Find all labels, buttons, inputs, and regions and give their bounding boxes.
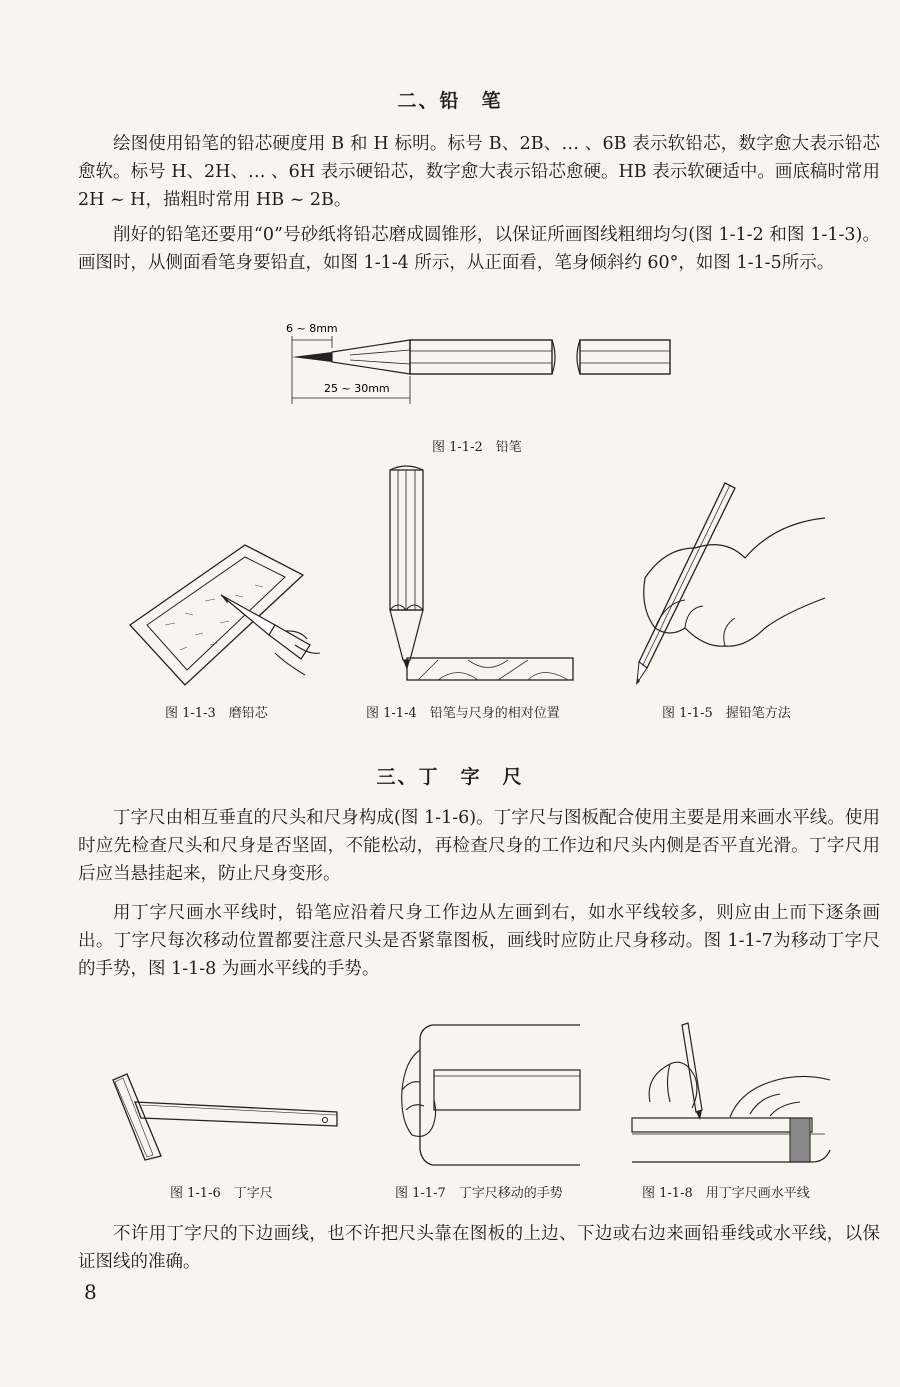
figure-caption-1-1-2: 图 1-1-2 铅笔 bbox=[432, 440, 522, 455]
figure-caption-1-1-6: 图 1-1-6 丁字尺 bbox=[170, 1186, 273, 1201]
pencil-paragraph-1: 绘图使用铅笔的铅芯硬度用 B 和 H 标明。标号 B、2B、… 、6B 表示软铅芯，数字愈大表示铅芯愈软。标号 H、2H、… 、6H 表示硬铅芯，数字愈大表示铅芯愈硬。HB 表示软硬适中。画底稿时常用 2H ~ H，描粗时常用 HB ~ 2B。 bbox=[78, 134, 880, 210]
sanding-figure bbox=[125, 535, 325, 695]
cone-length-label: 25 ~ 30mm bbox=[324, 382, 390, 395]
drawing-horizontal-line-figure bbox=[630, 1022, 835, 1170]
pencil-ruler-position-figure bbox=[378, 460, 578, 690]
t-square-figure bbox=[105, 1060, 350, 1170]
moving-t-square-figure bbox=[390, 1020, 590, 1170]
t-square-paragraph-3: 不许用丁字尺的下边画线，也不许把尺头靠在图板的上边、下边或右边来画铅垂线或水平线，以保证图线的准确。 bbox=[78, 1224, 880, 1272]
t-square-paragraph-2: 用丁字尺画水平线时，铅笔应沿着尺身工作边从左画到右，如水平线较多，则应由上而下逐条画出。丁字尺每次移动位置都要注意尺头是否紧靠图板，画线时应防止尺身移动。图 1-1-7为移动丁字尺的手势，图 1-1-8 为画水平线的手势。 bbox=[78, 903, 880, 979]
page-number: 8 bbox=[84, 1280, 97, 1304]
tip-length-label: 6 ~ 8mm bbox=[286, 322, 338, 335]
pencil-figure bbox=[280, 318, 680, 410]
figure-caption-1-1-5: 图 1-1-5 握铅笔方法 bbox=[662, 706, 791, 721]
t-square-paragraph-1: 丁字尺由相互垂直的尺头和尺身构成(图 1-1-6)。丁字尺与图板配合使用主要是用来画水平线。使用时应先检查尺头和尺身是否坚固，不能松动，再检查尺身的工作边和尺头内侧是否平直光滑。丁字尺用后应当悬挂起来，防止尺身变形。 bbox=[78, 808, 880, 884]
figure-caption-1-1-7: 图 1-1-7 丁字尺移动的手势 bbox=[395, 1186, 563, 1201]
figure-caption-1-1-8: 图 1-1-8 用丁字尺画水平线 bbox=[642, 1186, 810, 1201]
section-heading-pencil: 二、铅 笔 bbox=[397, 90, 503, 112]
pencil-paragraph-2: 削好的铅笔还要用“0”号砂纸将铅芯磨成圆锥形，以保证所画图线粗细均匀(图 1-1-2 和图 1-1-3)。画图时，从侧面看笔身要铅直，如图 1-1-4 所示，从正面看，笔身倾斜约 60°，如图 1-1-5所示。 bbox=[78, 225, 880, 273]
section-heading-t-square: 三、丁 字 尺 bbox=[376, 766, 524, 788]
figure-caption-1-1-4: 图 1-1-4 铅笔与尺身的相对位置 bbox=[366, 706, 560, 721]
figure-caption-1-1-3: 图 1-1-3 磨铅芯 bbox=[165, 706, 268, 721]
holding-pencil-figure bbox=[625, 478, 835, 688]
